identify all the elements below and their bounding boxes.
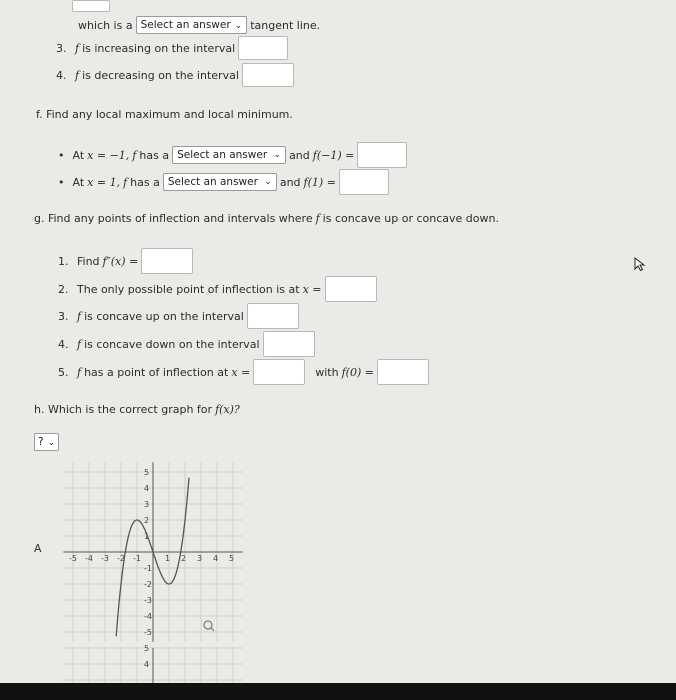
y-tick-label: -2	[144, 580, 152, 589]
x-tick-label: 5	[229, 554, 235, 563]
y-tick-label: 3	[144, 500, 150, 509]
y-tick-label: 4	[144, 484, 150, 493]
tangent-line-row	[78, 16, 323, 34]
f-var: f	[75, 68, 80, 82]
part-h-heading: h. Which is the correct graph for f(x)?	[34, 403, 240, 416]
x-tick-label: -5	[69, 554, 77, 563]
tangent-suffix: tangent line.	[250, 18, 321, 32]
graph-choice-select[interactable]: ? ⌄	[34, 433, 59, 451]
x-tick-label: 4	[213, 554, 219, 563]
local-extrema-row-2: • At x = 1, f has a Select an answer ⌄ and f(1) =	[58, 169, 392, 195]
inflection-point-input[interactable]	[253, 359, 305, 385]
g-item-2: 2. The only possible point of inflection is at x =	[58, 276, 380, 302]
extrema-type-select-2[interactable]: Select an answer ⌄	[163, 173, 277, 191]
increasing-interval-input[interactable]	[238, 36, 288, 60]
concave-down-input[interactable]	[263, 331, 315, 357]
f0-input[interactable]	[377, 359, 429, 385]
y-tick-label: 2	[144, 516, 150, 525]
x-tick-label: 2	[181, 554, 187, 563]
second-graph-grid	[63, 648, 242, 684]
y-tick-label: 5	[144, 644, 150, 653]
x-tick-label: -1	[133, 554, 141, 563]
decreasing-interval-input[interactable]	[242, 63, 294, 87]
y-tick-label: -3	[144, 596, 152, 605]
second-derivative-input[interactable]	[141, 248, 193, 274]
y-tick-label: 4	[144, 660, 150, 669]
graph-a	[30, 452, 235, 684]
decreasing-row: 4. f is decreasing on the interval	[56, 63, 297, 87]
x-tick-label: -3	[101, 554, 109, 563]
g-item-1: 1. Find f″(x) =	[58, 248, 196, 274]
increasing-row: 3. f is increasing on the interval	[56, 36, 291, 60]
part-f-heading: f. Find any local maximum and local minimum.	[36, 108, 293, 121]
top-cutoff-line	[72, 0, 632, 14]
y-tick-label: 5	[144, 468, 150, 477]
tangent-prefix: which is a	[78, 18, 133, 32]
local-extrema-row-1: • At x = −1, f has a Select an answer ⌄ and f(−1) =	[58, 142, 410, 168]
x-tick-label: -4	[85, 554, 93, 563]
chevron-down-icon: ⌄	[47, 438, 56, 448]
part-g-heading: g. Find any points of inflection and intervals where f is concave up or concave down.	[34, 212, 499, 225]
bottom-black-bar	[0, 683, 676, 700]
second-graph-ticks	[144, 644, 149, 669]
f-var: f	[75, 41, 80, 55]
graph-option-label: A	[34, 542, 42, 555]
cut-answer-box[interactable]	[72, 0, 110, 12]
chevron-down-icon: ⌄	[234, 21, 243, 31]
x-tick-label: 3	[197, 554, 203, 563]
y-tick-label: 1	[144, 532, 150, 541]
y-tick-label: -1	[144, 564, 152, 573]
chevron-down-icon: ⌄	[273, 150, 282, 160]
g-item-4: 4. f is concave down on the interval	[58, 331, 318, 357]
x-tick-label: -2	[117, 554, 125, 563]
x-tick-label: 1	[165, 554, 171, 563]
chevron-down-icon: ⌄	[264, 177, 272, 187]
mouse-cursor-icon	[634, 257, 648, 271]
bullet: •	[58, 148, 65, 162]
f-neg1-input[interactable]	[357, 142, 407, 168]
inflection-x-input[interactable]	[325, 276, 377, 302]
tangent-select[interactable]: Select an answer ⌄	[136, 16, 248, 34]
magnifier-icon[interactable]	[204, 621, 214, 631]
concave-up-input[interactable]	[247, 303, 299, 329]
g-item-5: 5. f has a point of inflection at x = with f(0) =	[58, 359, 432, 385]
extrema-type-select-1[interactable]: Select an answer ⌄	[172, 146, 286, 164]
bullet: •	[58, 175, 65, 189]
y-tick-label: -5	[144, 628, 152, 637]
f-1-input[interactable]	[339, 169, 389, 195]
y-tick-label: -4	[144, 612, 152, 621]
g-item-3: 3. f is concave up on the interval	[58, 303, 302, 329]
